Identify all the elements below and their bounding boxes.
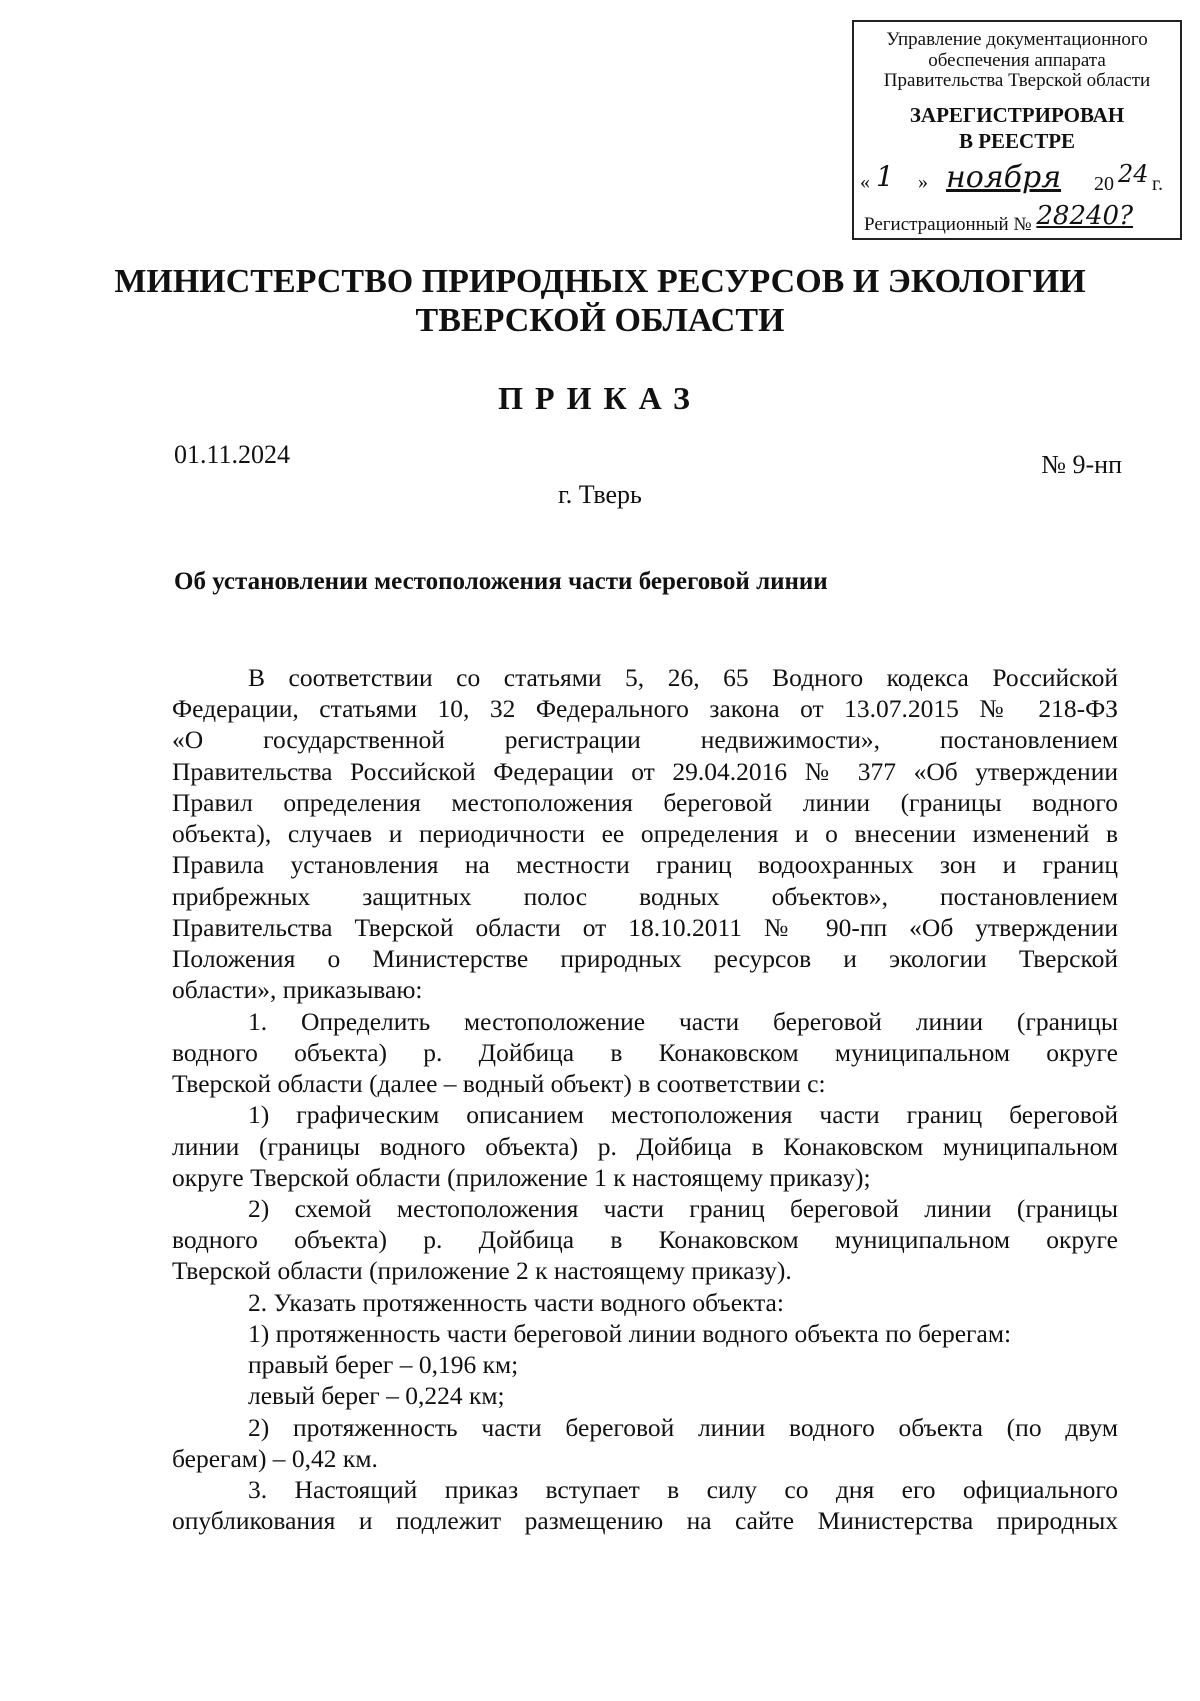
item-2-2	[172, 1412, 1118, 1474]
stamp-quote-close: »	[918, 171, 928, 194]
stamp-dept-line1: Управление документационного	[886, 29, 1148, 50]
preamble-line: области», приказываю:	[172, 975, 423, 1005]
preamble-line: Правительства Российской Федерации от 29.04.2016 № 377 «Об утверждении	[172, 756, 1118, 786]
item-1-2-line: 2) схемой местоположения части границ береговой линии (границы	[248, 1193, 1118, 1223]
preamble-line: Положения о Министерстве природных ресурсов и экологии Тверской	[172, 944, 1118, 974]
item-2-2-line: берегам) – 0,42 км.	[172, 1443, 378, 1473]
stamp-year-suffix: 24	[1118, 160, 1149, 189]
document-date: 01.11.2024	[174, 440, 291, 469]
left-bank-length: левый берег – 0,224 км;	[248, 1381, 505, 1411]
item-1-1-line: линии (границы водного объекта) р. Дойбица в Конаковском муниципальном	[172, 1131, 1118, 1161]
stamp-dept-line3: Правительства Тверской области	[883, 70, 1151, 92]
preamble-line: Правительства Тверской области от 18.10.2011 № 90-пп «Об утверждении	[172, 912, 1118, 942]
stamp-month: ноября	[946, 160, 1062, 196]
document-subject: Об установлении местоположения части береговой линии	[174, 568, 828, 595]
preamble-line: В соответствии со статьями 5, 26, 65 Водного кодекса Российской	[248, 663, 1118, 692]
preamble-line: объекта), случаев и периодичности ее определения и о внесении изменений в	[172, 819, 1118, 849]
ministry-title-line1: МИНИСТЕРСТВО ПРИРОДНЫХ РЕСУРСОВ И ЭКОЛОГИИ	[114, 263, 1086, 300]
preamble-line: «О государственной регистрации недвижимости», постановлением	[172, 725, 1118, 755]
item-1-2	[172, 1193, 1118, 1287]
item-2: 2. Указать протяженность части водного объекта:	[248, 1287, 784, 1317]
item-1	[172, 1006, 1118, 1100]
preamble-line: Правила установления на местности границ водоохранных зон и границ	[172, 850, 1118, 880]
ministry-title-line2: ТВЕРСКОЙ ОБЛАСТИ	[415, 302, 785, 340]
item-2-1: 1) протяженность части береговой линии водного объекта по берегам:	[248, 1318, 1012, 1348]
preamble-line: Федерации, статьями 10, 32 Федерального закона от 13.07.2015 № 218-ФЗ	[172, 694, 1118, 724]
stamp-year-prefix: 20	[1094, 173, 1114, 196]
stamp-registered-line1: ЗАРЕГИСТРИРОВАН	[909, 102, 1125, 127]
stamp-year-unit: г.	[1152, 173, 1163, 196]
item-3-line: опубликования и подлежит размещению на сайте Министерства природных	[172, 1506, 1118, 1536]
item-1-line: Тверской области (далее – водный объект) в соответствии с:	[172, 1069, 826, 1099]
item-1-2-line: водного объекта) р. Дойбица в Конаковском муниципальном округе	[172, 1225, 1118, 1255]
document-city: г. Тверь	[558, 480, 642, 509]
item-1-1-line: 1) графическим описанием местоположения части границ береговой	[248, 1100, 1118, 1130]
right-bank-length: правый берег – 0,196 км;	[248, 1350, 519, 1380]
document-number: № 9-нп	[1041, 450, 1122, 479]
item-3-line: 3. Настоящий приказ вступает в силу со дня его официального	[248, 1475, 1118, 1505]
preamble-paragraph	[172, 662, 1118, 1006]
item-2-2-line: 2) протяженность части береговой линии водного объекта (по двум	[248, 1412, 1118, 1442]
item-1-line: водного объекта) р. Дойбица в Конаковском муниципальном округе	[172, 1037, 1118, 1067]
item-1-1-line: округе Тверской области (приложение 1 к настоящему приказу);	[172, 1162, 871, 1192]
item-1-line: 1. Определить местоположение части береговой линии (границы	[248, 1006, 1118, 1036]
stamp-number-label: Регистрационный №	[864, 214, 1032, 236]
preamble-line: Правил определения местоположения береговой линии (границы водного	[172, 787, 1118, 817]
stamp-number-value: 28240?	[1036, 201, 1134, 232]
stamp-dept-line2: обеспечения аппарата	[928, 49, 1106, 71]
stamp-registered	[854, 102, 1180, 155]
stamp-registration-number	[854, 201, 1180, 236]
stamp-quote-open: «	[860, 171, 870, 194]
ministry-title	[0, 262, 1200, 340]
item-1-2-line: Тверской области (приложение 2 к настоящему приказу).	[172, 1256, 792, 1286]
stamp-department	[854, 30, 1180, 92]
stamp-registered-line2: В РЕЕСТРЕ	[958, 128, 1076, 153]
registration-stamp	[852, 20, 1182, 240]
item-1-1	[172, 1099, 1118, 1193]
stamp-day: 1	[876, 160, 894, 194]
stamp-date	[854, 162, 1180, 198]
document-type: ПРИКАЗ	[498, 380, 702, 416]
document-body	[172, 662, 1118, 1537]
preamble-line: прибрежных защитных полос водных объектов», постановлением	[172, 881, 1118, 911]
item-3	[172, 1474, 1118, 1536]
